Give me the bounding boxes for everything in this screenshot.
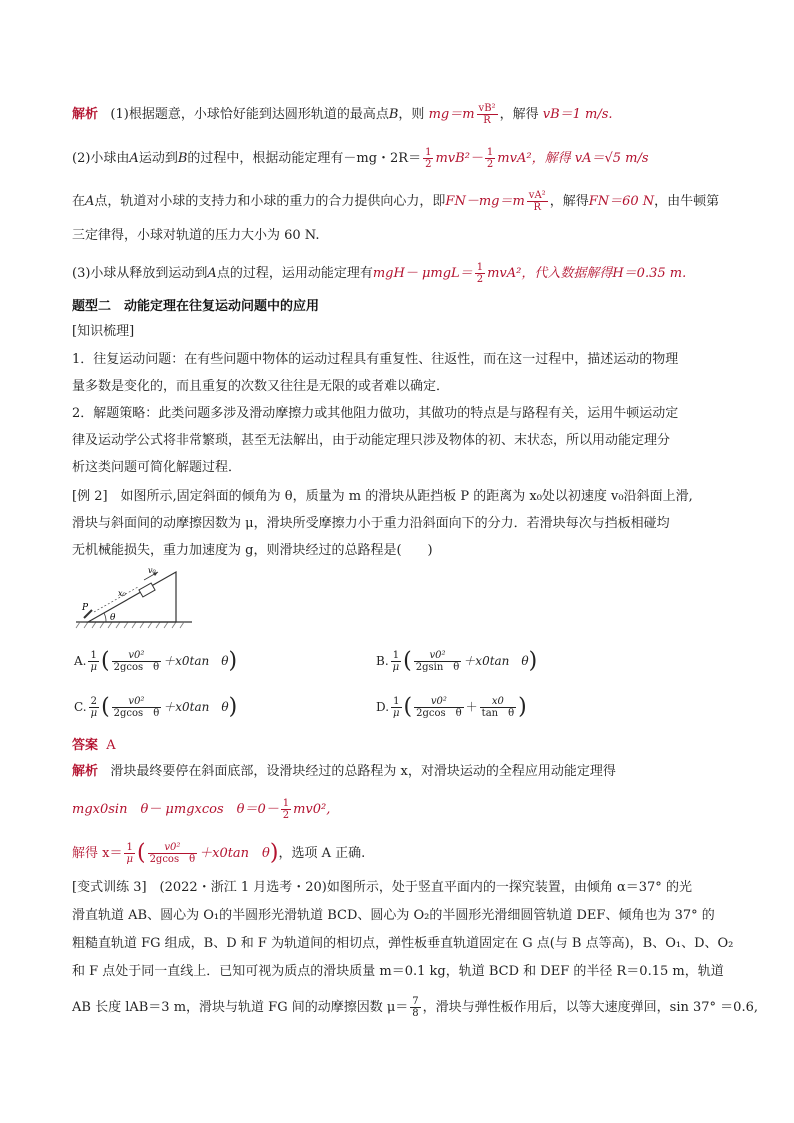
fraction: $\frac{1}{\mu}$ xyxy=(393,696,400,719)
point-2-line-1: 2．解题策略：此类问题多涉及滑动摩擦力或其他阻力做功，其做功的特点是与路程有关，运用牛顿运动定 xyxy=(72,406,679,421)
point-2-line-3: 析这类问题可简化解题过程． xyxy=(72,460,242,475)
fraction: $\frac{2}{\mu}$ xyxy=(90,696,98,719)
fraction: $\frac{7}{8}$ xyxy=(412,996,419,1019)
p-label: P xyxy=(82,603,89,613)
fraction: $\frac{\text{v0²}}{\text{2gsin θ}}$ xyxy=(415,650,460,673)
point-1-line-2: 量多数是变化的，而且重复的次数又往往是无限的或者难以确定． xyxy=(72,379,450,394)
analysis-tag: 解析 xyxy=(72,107,99,122)
fraction: $\frac{\text{v0²}}{\text{2gcos θ}}$ xyxy=(113,650,160,673)
fraction: $\frac{1}{2}$ xyxy=(486,147,494,170)
example-2-line-1: [例 2] 如图所示,固定斜面的倾角为 θ，质量为 m 的滑块从距挡板 P 的距离为 x₀处以初速度 v₀沿斜面上滑, xyxy=(72,489,693,504)
x0-dimension-line xyxy=(94,587,138,612)
point-1-line-1: 1．往复运动问题：在有些问题中物体的运动过程具有重复性、往返性，而在这一过程中，描述运动的物理 xyxy=(72,352,679,367)
answer-value: A xyxy=(106,738,116,753)
fraction: $\frac{1}{2}$ xyxy=(425,147,432,170)
fraction: $\frac{1}{2}$ xyxy=(476,262,484,285)
variant-3-line-4: 和 F 点处于同一直线上．已知可视为质点的滑块质量 m＝0.1 kg，轨道 BCD 和 DEF 的半径 R＝0.15 m，轨道 xyxy=(72,964,724,979)
knowledge-heading: [知识梳理] xyxy=(72,324,135,339)
answer-line xyxy=(72,736,732,756)
answer-analysis-line-2: mgx0sin θ－ μmgxcos θ＝0－ $\frac{1}{2}$ mv0², xyxy=(72,798,331,821)
analysis-line-4: 三定律得，小球对轨道的压力大小为 60 N. xyxy=(72,228,320,243)
option-b[interactable]: B. $\frac{1}{\mu}$ ( $\frac{\text{v0²}}{\text{2gsin θ}}$ ＋x0tan θ) xyxy=(376,648,538,674)
analysis-line-2: (2)小球由A运动到B的过程中，根据动能定理有－mg・2R＝ $\frac{1}{2}$ mvB²－ $\frac{1}{2}$ mvA²，解得 vA＝√5 m/s xyxy=(72,147,649,170)
theta-label: θ xyxy=(110,613,116,623)
variant-3-line-5: AB 长度 lAB＝3 m，滑块与轨道 FG 间的动摩擦因数 μ＝ $\frac{7}{8}$ ，滑块与弹性板作用后，以等大速度弹回，sin 37° ＝0.6, xyxy=(72,996,758,1019)
fraction: $\frac{1}{\mu}$ xyxy=(126,842,133,865)
analysis-line-1: 解析 (1)根据题意，小球恰好能到达圆形轨道的最高点B，则 mg＝m $\frac{\text{vB²}}{R}$ ，解得 vB＝1 m/s. xyxy=(72,103,613,126)
v0-label: v₀ xyxy=(148,566,156,575)
fraction: $\frac{\text{v0²}}{\text{2gcos θ}}$ xyxy=(113,696,160,719)
incline-diagram xyxy=(74,566,214,632)
example-2-line-2: 滑块与斜面间的动摩擦因数为 μ，滑块所受摩擦力小于重力沿斜面向下的分力．若滑块每次与挡板相碰均 xyxy=(72,516,670,531)
option-d[interactable]: D. $\frac{1}{\mu}$ ( $\frac{\text{v0²}}{\text{2gcos θ}}$ ＋ $\frac{x0}{\text{tan θ}}$ ) xyxy=(376,694,527,720)
variant-3-line-2: 滑直轨道 AB、圆心为 O₁的半圆形光滑轨道 BCD、圆心为 O₂的半圆形光滑细圆管轨道 DEF、倾角也为 37° 的 xyxy=(72,908,715,923)
slider-block xyxy=(139,583,155,597)
example-2-line-3: 无机械能损失，重力加速度为 g，则滑块经过的总路程是( ) xyxy=(72,543,433,558)
fraction: $\frac{\text{vB²}}{R}$ xyxy=(478,103,496,126)
variant-3-line-1: [变式训练 3] (2022・浙江 1 月选考・20)如图所示，处于竖直平面内的一探究装置，由倾角 α＝37° 的光 xyxy=(72,880,692,895)
fraction: $\frac{1}{2}$ xyxy=(282,798,290,821)
fraction: $\frac{1}{\mu}$ xyxy=(90,650,97,673)
analysis-line-5: (3)小球从释放到运动到A点的过程，运用动能定理有mgH－ μmgL＝ $\frac{1}{2}$ mvA²，代入数据解得H＝0.35 m. xyxy=(72,262,687,285)
answer-analysis-line-1: 解析 滑块最终要停在斜面底部，设滑块经过的总路程为 x，对滑块运动的全程应用动能定理得 xyxy=(72,764,616,779)
x0-label: x₀ xyxy=(118,589,126,598)
analysis-tag: 解析 xyxy=(72,764,99,779)
fraction: $\frac{1}{\mu}$ xyxy=(392,650,400,673)
option-a[interactable]: A. $\frac{1}{\mu}$ ( $\frac{\text{v0²}}{\text{2gcos θ}}$ ＋x0tan θ) xyxy=(74,648,238,674)
ground-hatch xyxy=(76,622,184,628)
fraction: $\frac{\text{vA²}}{R}$ xyxy=(528,190,546,213)
answer-tag: 答案 xyxy=(72,738,99,753)
incline-slope xyxy=(88,572,176,622)
variant-3-line-3: 粗糙直轨道 FG 组成，B、D 和 F 为轨道间的相切点，弹性板垂直轨道固定在 G 点(与 B 点等高)，B、O₁、D、O₂ xyxy=(72,936,734,951)
fraction: $\frac{\text{v0²}}{\text{2gcos θ}}$ xyxy=(149,842,196,865)
fraction: $\frac{\text{v0²}}{\text{2gcos θ}}$ xyxy=(416,696,462,719)
fraction: $\frac{x0}{\text{tan θ}}$ xyxy=(481,696,515,719)
answer-analysis-line-3: 解得 x＝ $\frac{1}{\mu}$ ( $\frac{\text{v0²}}{\text{2gcos θ}}$ ＋x0tan θ)，选项 A 正确. xyxy=(72,840,366,866)
point-2-line-2: 律及运动学公式将非常繁琐，甚至无法解出，由于动能定理只涉及物体的初、末状态，所以用动能定理分 xyxy=(72,433,671,448)
section-title: 题型二 动能定理在往复运动问题中的应用 xyxy=(72,299,320,314)
analysis-line-3: 在A点，轨道对小球的支持力和小球的重力的合力提供向心力，即FN－mg＝m $\frac{\text{vA²}}{R}$ ，解得FN＝60 N，由牛顿第 xyxy=(72,190,720,213)
theta-arc xyxy=(104,613,106,622)
option-c[interactable]: C. $\frac{2}{\mu}$ ( $\frac{\text{v0²}}{\text{2gcos θ}}$ ＋x0tan θ) xyxy=(74,694,238,720)
